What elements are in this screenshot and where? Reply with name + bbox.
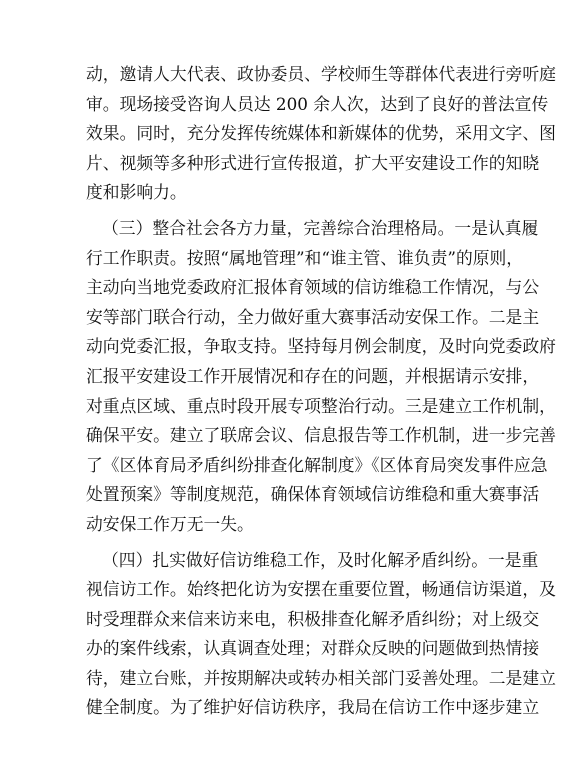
text-line: 行工作职责。按照“属地管理”和“谁主管、谁负责”的原则， (86, 247, 524, 268)
text-line: 动，邀请人大代表、政协委员、学校师生等群体代表进行旁听庭 (86, 64, 556, 84)
text-line: 健全制度。为了维护好信访秩序，我局在信访工作中逐步建立 (86, 697, 540, 718)
text-line: 动安保工作万无一失。 (86, 513, 254, 534)
paragraph-2 (86, 214, 556, 540)
text-line: 效果。同时，充分发挥传统媒体和新媒体的优势，采用文字、图 (86, 123, 556, 144)
document-body (86, 60, 556, 723)
text-line: 汇报平安建设工作开展情况和存在的问题，并根据请示安排， (86, 365, 540, 386)
text-line: 安等部门联合行动，全力做好重大赛事活动安保工作。二是主 (86, 306, 540, 327)
text-line: 了《区体育局矛盾纠纷排查化解制度》《区体育局突发事件应急 (86, 454, 548, 475)
text-line: 度和影响力。 (86, 182, 187, 203)
text-line: 时受理群众来信来访来电，积极排查化解矛盾纠纷；对上级交 (86, 608, 540, 629)
text-line: 主动向当地党委政府汇报体育领域的信访维稳工作情况，与公 (86, 277, 540, 298)
text-line: 处置预案》等制度规范，确保体育领域信访维稳和重大赛事活 (86, 484, 540, 505)
text-line: 视信访工作。始终把化访为安摆在重要位置，畅通信访渠道，及 (86, 579, 556, 600)
text-line: 片、视频等多种形式进行宣传报道，扩大平安建设工作的知晓 (86, 152, 540, 173)
paragraph-3 (86, 546, 556, 724)
text-line: 待，建立台账，并按期解决或转办相关部门妥善处理。二是建立 (86, 667, 556, 688)
paragraph-1 (86, 60, 556, 208)
text-line: （三）整合社会各方力量，完善综合治理格局。一是认真履 (102, 217, 539, 238)
text-line: 动向党委汇报，争取支持。坚持每月例会制度，及时向党委政府 (86, 336, 556, 357)
text-line: （四）扎实做好信访维稳工作，及时化解矛盾纠纷。一是重 (102, 549, 539, 570)
text-line: 对重点区域、重点时段开展专项整治行动。三是建立工作机制， (86, 395, 556, 416)
text-line: 审。现场接受咨询人员达 200 余人次，达到了良好的普法宣传 (86, 93, 549, 114)
text-line: 确保平安。建立了联席会议、信息报告等工作机制，进一步完善 (86, 425, 556, 446)
text-line: 办的案件线索，认真调查处理；对群众反映的问题做到热情接 (86, 638, 540, 659)
